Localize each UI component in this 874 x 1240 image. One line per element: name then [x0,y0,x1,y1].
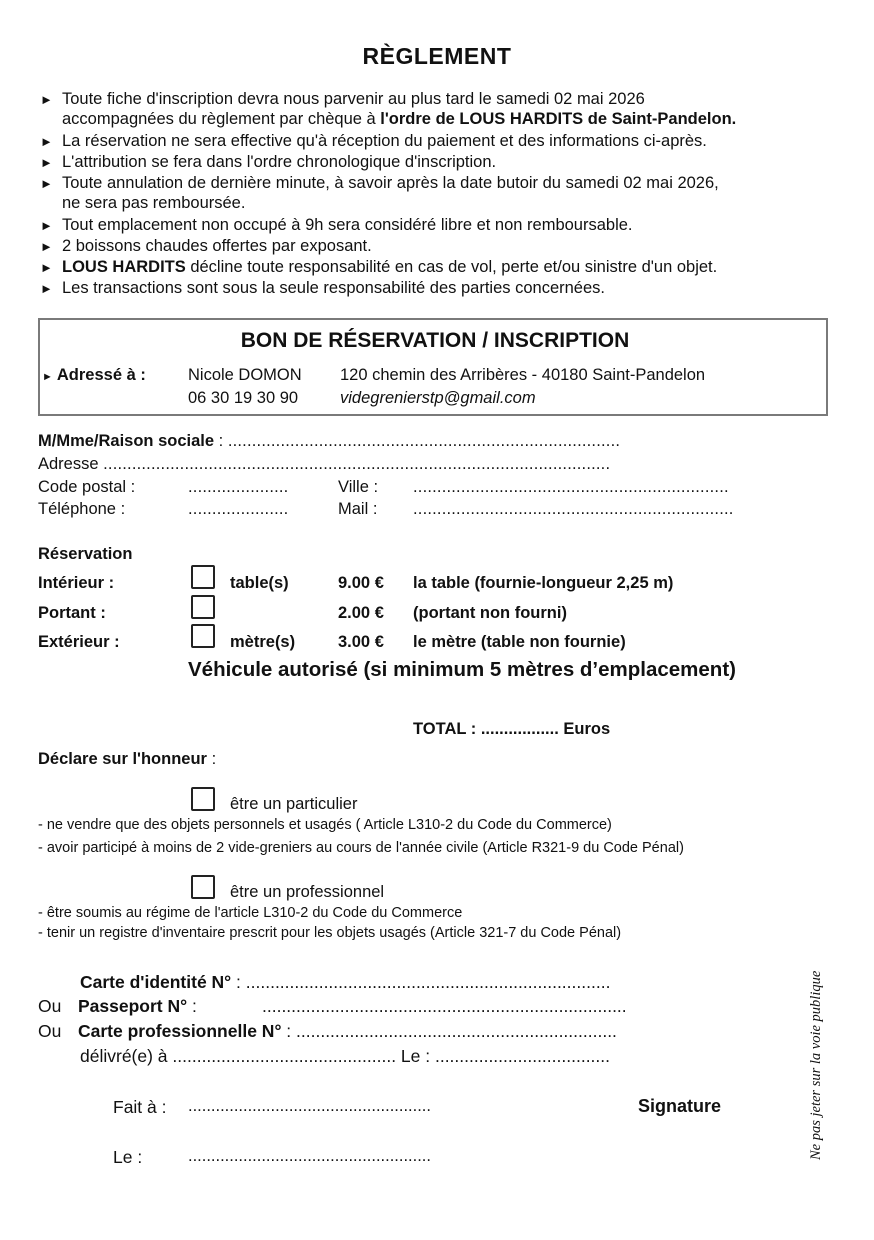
bullet-arrow-icon: ► [40,260,53,275]
code-postal-label: Code postal : [38,478,136,496]
signature-label: Signature [638,1096,722,1116]
exterieur-desc: le mètre (table non fournie) [413,633,626,651]
box-title: BON DE RÉSERVATION / INSCRIPTION [240,329,630,352]
fait-a-label: Fait à : [113,1097,167,1117]
professionnel-checkbox[interactable] [191,875,215,899]
exterieur-label: Extérieur : [38,633,120,651]
ou-label: Ou [38,996,62,1016]
reservation-heading: Réservation [38,545,133,563]
rule-item: ► La réservation ne sera effective qu'à réception du paiement et des informations ci-après. [40,132,707,150]
interieur-desc: la table (fournie-longueur 2,25 m) [413,574,674,592]
rule-item: ► LOUS HARDITS décline toute responsabilité en cas de vol, perte et/ou sinistre d'un objet. [40,258,718,276]
fait-a-field[interactable]: ..................................................... [188,1097,431,1115]
le-label: Le : [113,1147,143,1167]
passeport-label: Passeport N° : [78,996,197,1016]
contact-address: 120 chemin des Arribères - 40180 Saint-Pandelon [340,366,706,384]
page-title: RÈGLEMENT [362,43,512,69]
exterieur-price: 3.00 € [338,633,384,651]
telephone-label: Téléphone : [38,500,126,518]
exterieur-unit: mètre(s) [230,633,296,651]
addressed-to-label: ► Adressé à : [42,366,146,384]
interieur-price: 9.00 € [338,574,384,592]
ou-label: Ou [38,1021,62,1041]
raison-sociale-field[interactable]: M/Mme/Raison sociale : .................................................................................. [38,432,621,450]
rule-item: ► Les transactions sont sous la seule responsabilité des parties concernées. [40,279,605,297]
telephone-field[interactable]: ..................... [188,500,289,518]
bullet-arrow-icon: ► [40,134,53,149]
passeport-field[interactable]: ........................................................................... [262,996,627,1016]
exterieur-checkbox[interactable] [191,624,215,648]
rule-item-continuation: ne sera pas remboursée. [62,194,246,212]
reservation-address-box [38,318,828,416]
bullet-arrow-icon: ► [40,239,53,254]
rule-item: ► Tout emplacement non occupé à 9h sera considéré libre et non remboursable. [40,216,633,234]
bullet-arrow-icon: ► [40,218,53,233]
declaration-heading: Déclare sur l'honneur : [38,750,217,768]
bullet-arrow-icon: ► [40,92,53,107]
professionnel-condition: - être soumis au régime de l'article L310-2 du Code du Commerce [38,905,463,921]
interieur-unit: table(s) [230,574,289,592]
bullet-arrow-icon: ► [42,371,53,383]
bullet-arrow-icon: ► [40,176,53,191]
rule-item: ► 2 boissons chaudes offertes par exposant. [40,237,372,255]
code-postal-field[interactable]: ..................... [188,478,289,496]
interieur-checkbox[interactable] [191,565,215,589]
bullet-arrow-icon: ► [40,281,53,296]
le-date-field[interactable]: ..................................................... [188,1147,431,1165]
ville-label: Ville : [338,478,379,496]
particulier-label: être un particulier [230,795,358,813]
mail-field[interactable]: ................................................................... [413,500,734,518]
professionnel-label: être un professionnel [230,883,385,901]
portant-desc: (portant non fourni) [413,604,567,622]
mail-label: Mail : [338,500,378,518]
particulier-condition: - avoir participé à moins de 2 vide-greniers au cours de l'année civile (Article R321-9 du Code Pénal) [38,840,684,856]
contact-phone: 06 30 19 30 90 [188,389,299,407]
contact-email[interactable]: videgrenierstp@gmail.com [340,389,536,407]
particulier-condition: - ne vendre que des objets personnels et usagés ( Article L310-2 du Code du Commerce) [38,817,612,833]
portant-checkbox[interactable] [191,595,215,619]
particulier-checkbox[interactable] [191,787,215,811]
professionnel-condition: - tenir un registre d'inventaire prescrit pour les objets usagés (Article 321-7 du Code Pénal) [38,925,622,941]
vehicle-note: Véhicule autorisé (si minimum 5 mètres d’emplacement) [188,658,736,681]
contact-name: Nicole DOMON [188,366,302,384]
adresse-field[interactable]: Adresse .......................................................................................................... [38,455,611,473]
portant-price: 2.00 € [338,604,384,622]
rule-item: ► Toute fiche d'inscription devra nous parvenir au plus tard le samedi 02 mai 2026 [40,90,645,108]
bullet-arrow-icon: ► [40,155,53,170]
carte-pro-field[interactable]: Carte professionnelle N° : .................................................................. [78,1021,617,1041]
rule-item: ► L'attribution se fera dans l'ordre chronologique d'inscription. [40,153,497,171]
carte-identite-field[interactable]: Carte d'identité N° : ........................................................................... [80,972,611,992]
rule-item: ► Toute annulation de dernière minute, à savoir après la date butoir du samedi 02 mai 2026, [40,174,719,192]
delivre-field[interactable]: délivré(e) à .............................................. Le : .................................... [80,1046,610,1066]
interieur-label: Intérieur : [38,574,115,592]
total-field[interactable]: TOTAL : ................. Euros [413,720,611,738]
portant-label: Portant : [38,604,106,622]
rule-item-continuation: accompagnées du règlement par chèque à l'ordre de LOUS HARDITS de Saint-Pandelon. [62,110,737,128]
side-note: Ne pas jeter sur la voie publique [808,970,824,1160]
ville-field[interactable]: .................................................................. [413,478,729,496]
